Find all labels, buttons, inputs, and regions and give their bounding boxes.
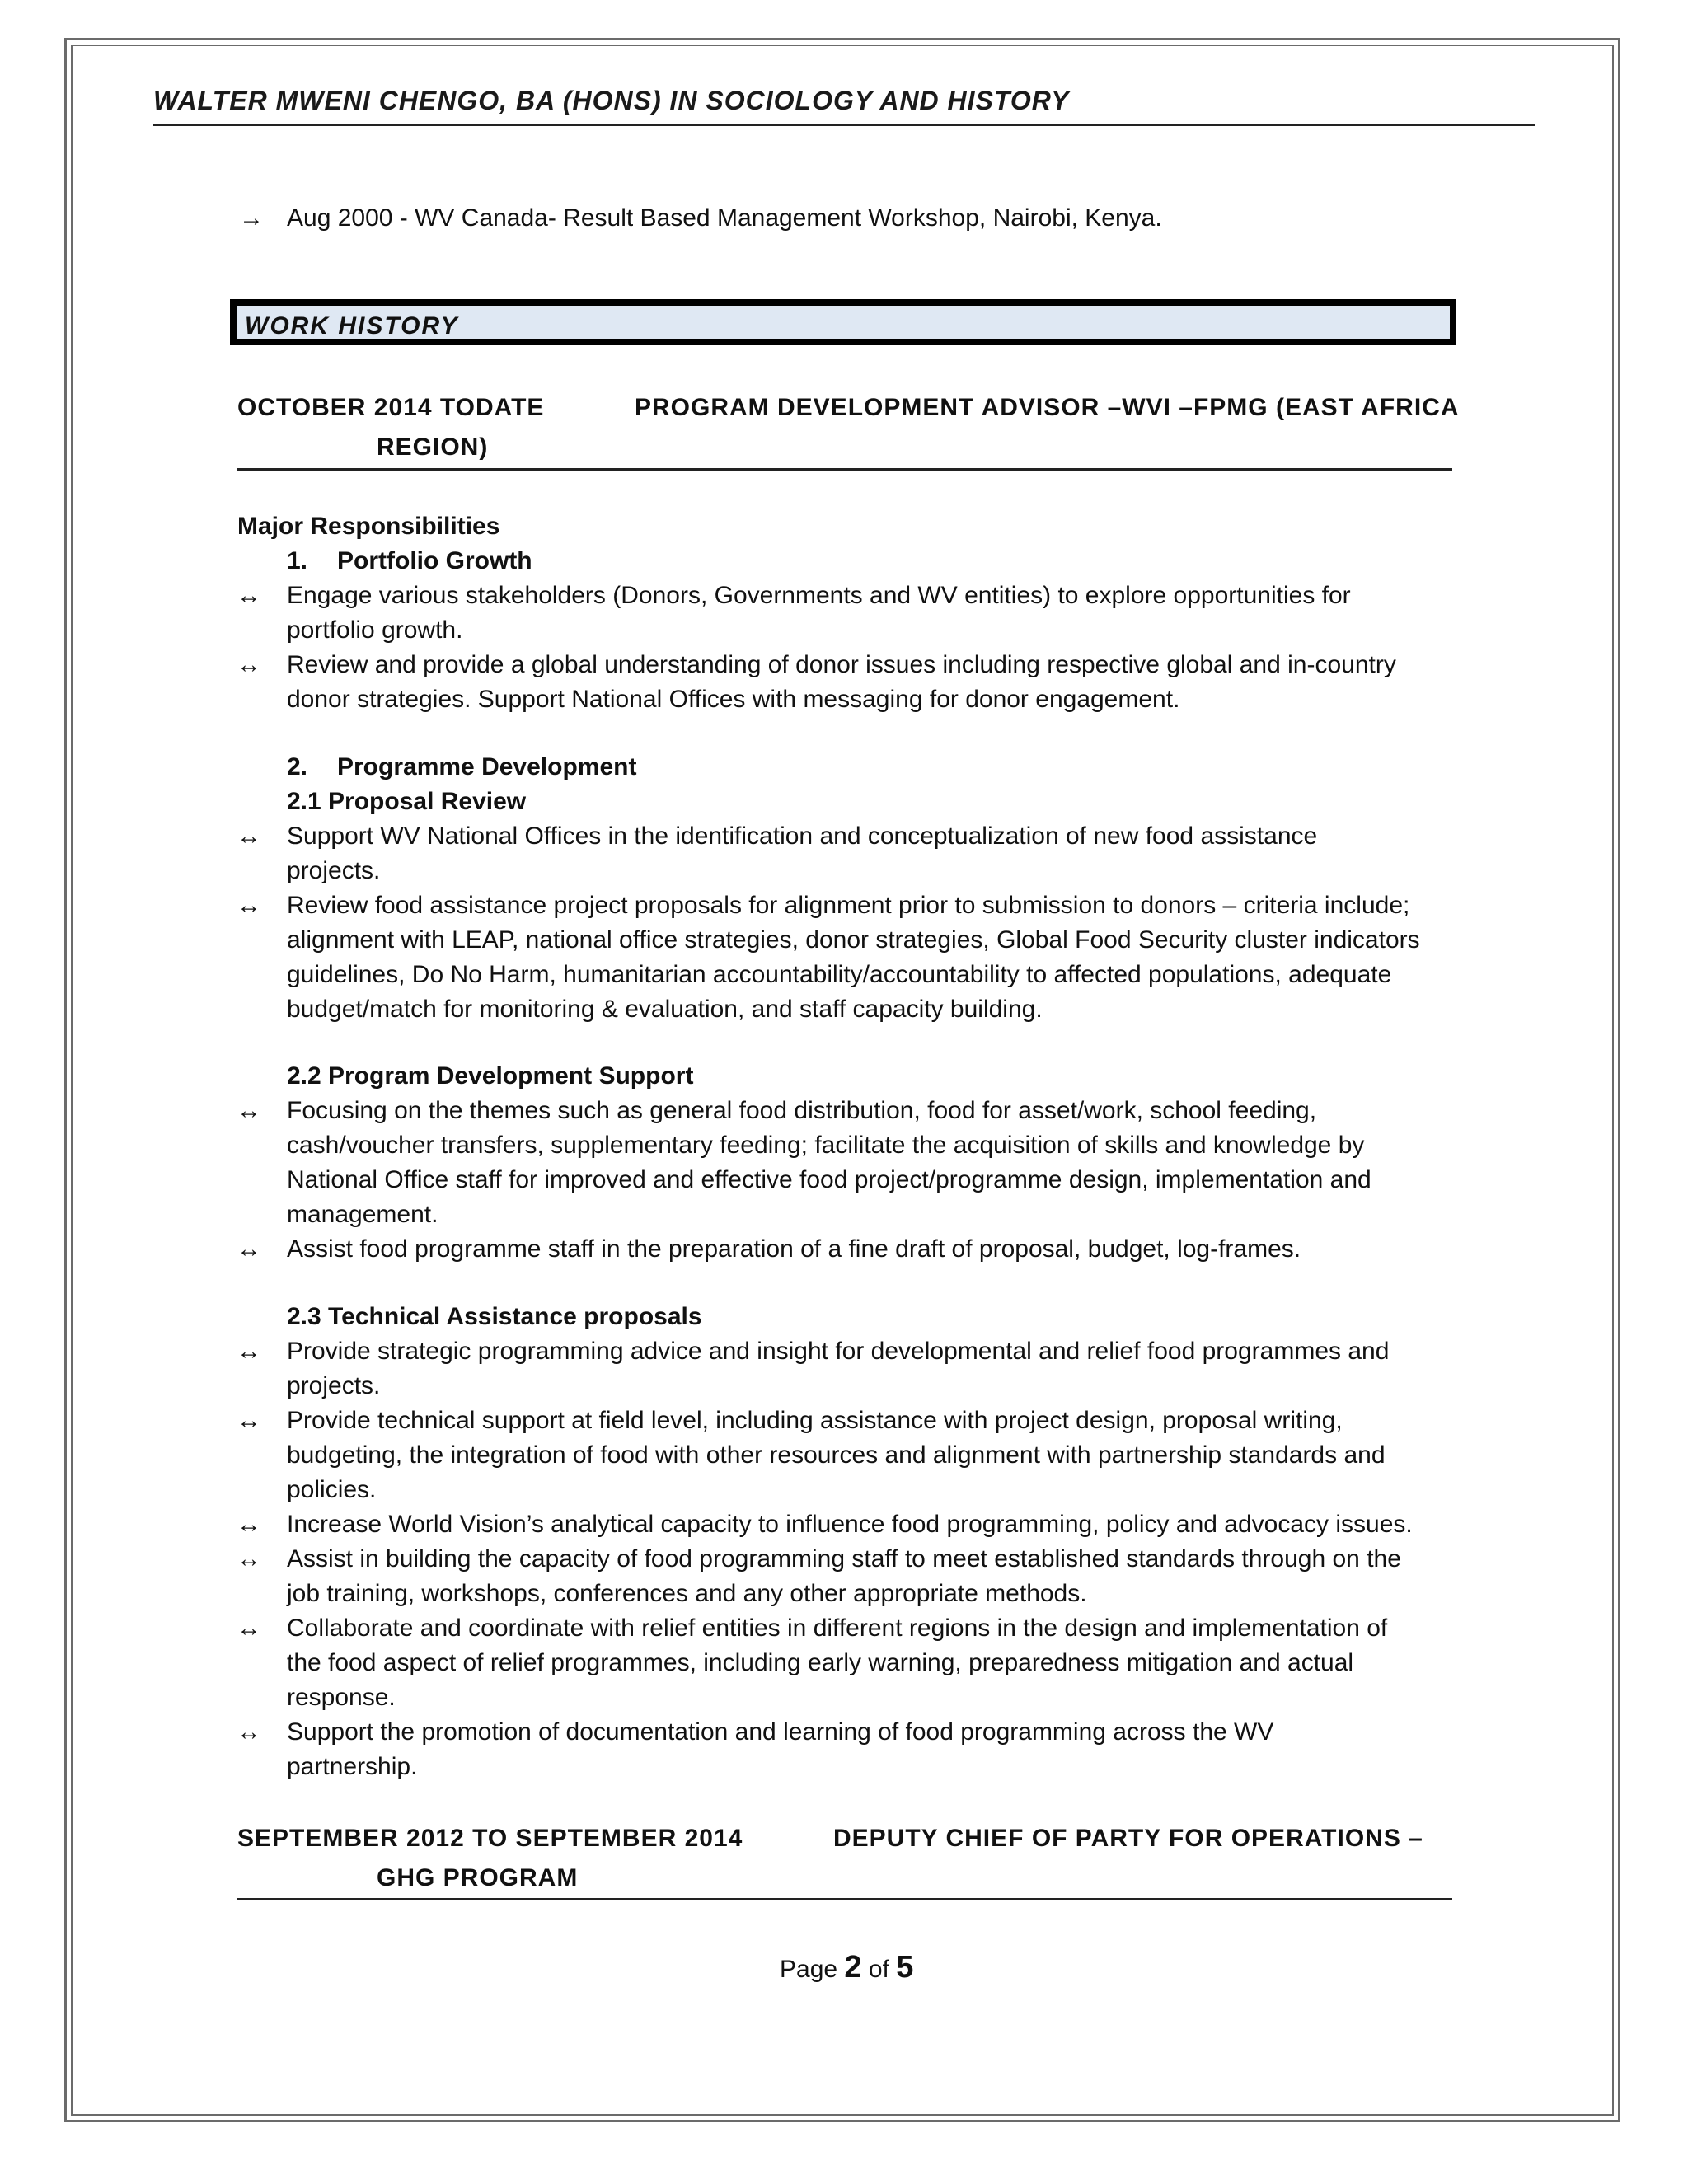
bullet-text: projects. bbox=[287, 857, 381, 884]
bidirectional-arrow-icon: ↔ bbox=[237, 1235, 261, 1263]
page-label: Page bbox=[780, 1956, 838, 1983]
bullet-text: Provide strategic programming advice and insight for developmental and relief food programmes and bbox=[287, 1338, 1390, 1365]
job1-divider bbox=[237, 468, 1452, 471]
bullet-text: the food aspect of relief programmes, including early warning, preparedness mitigation and actual bbox=[287, 1649, 1354, 1676]
job2-title-cont: GHG PROGRAM bbox=[377, 1864, 579, 1891]
bullet-text: Provide technical support at field level, including assistance with project design, proposal writing, bbox=[287, 1407, 1343, 1434]
subheading-portfolio-growth: Portfolio Growth bbox=[337, 547, 532, 574]
responsibilities-heading: Major Responsibilities bbox=[237, 513, 500, 540]
bidirectional-arrow-icon: ↔ bbox=[237, 1545, 261, 1572]
page-number: 2 bbox=[844, 1950, 862, 1985]
bullet-text: alignment with LEAP, national office strategies, donor strategies, Global Food Security cluster indicators bbox=[287, 926, 1420, 954]
bullet-text: National Office staff for improved and effective food project/programme design, implementation and bbox=[287, 1166, 1372, 1193]
bullet-text: policies. bbox=[287, 1476, 377, 1503]
bidirectional-arrow-icon: ↔ bbox=[237, 823, 261, 850]
bidirectional-arrow-icon: ↔ bbox=[237, 582, 261, 609]
subheading-program-development-support: 2.2 Program Development Support bbox=[287, 1062, 694, 1090]
job2-dates: SEPTEMBER 2012 TO SEPTEMBER 2014 bbox=[237, 1825, 743, 1852]
bidirectional-arrow-icon: ↔ bbox=[237, 1615, 261, 1642]
bullet-text: donor strategies. Support National Offices with messaging for donor engagement. bbox=[287, 686, 1180, 713]
bullet-text: Assist in building the capacity of food programming staff to meet established standards through on the bbox=[287, 1545, 1401, 1572]
bidirectional-arrow-icon: ↔ bbox=[237, 1511, 261, 1538]
bullet-text: Support the promotion of documentation and learning of food programming across the WV bbox=[287, 1718, 1274, 1746]
job2-divider bbox=[237, 1898, 1452, 1900]
header-divider bbox=[153, 124, 1535, 126]
bidirectional-arrow-icon: ↔ bbox=[237, 892, 261, 919]
bullet-text: Focusing on the themes such as general food distribution, food for asset/work, school feeding, bbox=[287, 1097, 1317, 1124]
bullet-text: guidelines, Do No Harm, humanitarian accountability/accountability to affected populations, adequate bbox=[287, 961, 1392, 988]
bullet-text: job training, workshops, conferences and any other appropriate methods. bbox=[287, 1580, 1087, 1607]
bullet-text: Assist food programme staff in the preparation of a fine draft of proposal, budget, log-frames. bbox=[287, 1235, 1301, 1263]
bidirectional-arrow-icon: ↔ bbox=[237, 1407, 261, 1434]
bidirectional-arrow-icon: ↔ bbox=[237, 1097, 261, 1124]
bidirectional-arrow-icon: ↔ bbox=[237, 1338, 261, 1365]
training-text: Aug 2000 - WV Canada- Result Based Management Workshop, Nairobi, Kenya. bbox=[287, 204, 1162, 232]
bullet-text: Review and provide a global understanding of donor issues including respective global and in-country bbox=[287, 651, 1396, 678]
bullet-text: budgeting, the integration of food with other resources and alignment with partnership standards and bbox=[287, 1441, 1386, 1469]
right-arrow-icon: → bbox=[239, 204, 264, 232]
bullet-text: partnership. bbox=[287, 1753, 418, 1780]
bullet-text: response. bbox=[287, 1684, 396, 1711]
bullet-text: Increase World Vision’s analytical capacity to influence food programming, policy and advocacy issues. bbox=[287, 1511, 1413, 1538]
bullet-text: Support WV National Offices in the identification and conceptualization of new food assistance bbox=[287, 823, 1318, 850]
bullet-text: projects. bbox=[287, 1372, 381, 1399]
job1-title-cont: REGION) bbox=[377, 434, 489, 461]
subheading-technical-assistance: 2.3 Technical Assistance proposals bbox=[287, 1303, 702, 1330]
subheading-number: 1. bbox=[287, 547, 308, 574]
subheading-programme-development: Programme Development bbox=[337, 753, 637, 780]
job1-dates: OCTOBER 2014 TODATE bbox=[237, 394, 545, 421]
page-number-footer bbox=[780, 1950, 913, 1985]
document-header-title: WALTER MWENI CHENGO, BA (HONS) IN SOCIOLOGY AND HISTORY bbox=[153, 86, 1070, 115]
bullet-text: management. bbox=[287, 1201, 438, 1228]
bidirectional-arrow-icon: ↔ bbox=[237, 1718, 261, 1746]
bullet-text: budget/match for monitoring & evaluation, and staff capacity building. bbox=[287, 996, 1043, 1023]
page-total: 5 bbox=[896, 1950, 914, 1985]
bullet-text: Collaborate and coordinate with relief entities in different regions in the design and implementation of bbox=[287, 1615, 1388, 1642]
job1-title: PROGRAM DEVELOPMENT ADVISOR –WVI –FPMG (EAST AFRICA bbox=[635, 394, 1460, 421]
subheading-proposal-review: 2.1 Proposal Review bbox=[287, 788, 527, 815]
of-label: of bbox=[868, 1956, 889, 1983]
job2-title: DEPUTY CHIEF OF PARTY FOR OPERATIONS – bbox=[833, 1825, 1423, 1852]
section-title: WORK HISTORY bbox=[245, 312, 459, 340]
bullet-text: portfolio growth. bbox=[287, 616, 463, 644]
bidirectional-arrow-icon: ↔ bbox=[237, 651, 261, 678]
bullet-text: Engage various stakeholders (Donors, Governments and WV entities) to explore opportunities for bbox=[287, 582, 1351, 609]
section-heading-box bbox=[230, 299, 1456, 345]
bullet-text: cash/voucher transfers, supplementary feeding; facilitate the acquisition of skills and knowledge by bbox=[287, 1132, 1365, 1159]
bullet-text: Review food assistance project proposals for alignment prior to submission to donors – criteria include; bbox=[287, 892, 1410, 919]
subheading-number: 2. bbox=[287, 753, 308, 780]
